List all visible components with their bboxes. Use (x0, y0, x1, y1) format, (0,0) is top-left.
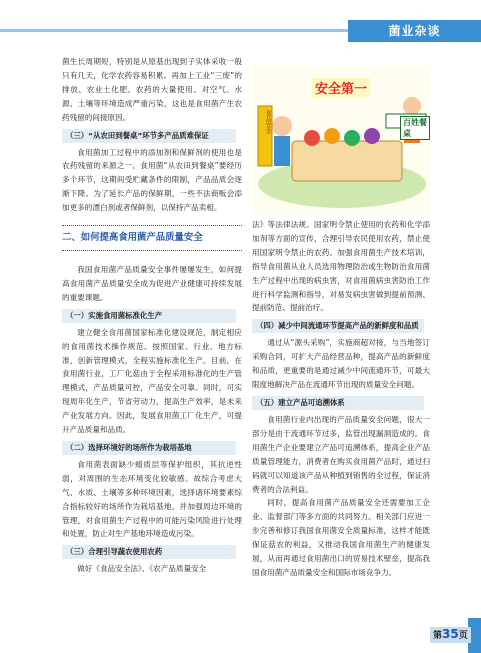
right-column (252, 218, 430, 580)
subheading: （五）建立产品可追溯体系 (252, 396, 424, 410)
subheading: （三）合理引导蔬农使用农药 (62, 545, 236, 559)
paragraph: 法》等法律法规、国家明令禁止使用的农药和化学添加剂等方面的宣传，合理引导农民使用农药，禁止使用国家明令禁止的农药。加强食用菌生产技术培训，指导食用菌从业人员选用物理防治或生物防治食用菌生产过程中出现的病虫害，对食用菌病虫害防治工作进行科学监测和指导，对易发病虫害做到提前预测、提前防范、提前治疗。 (252, 220, 430, 313)
header-stripe (0, 29, 348, 32)
page-number (430, 627, 471, 643)
banner-label: 安全第一 (312, 78, 370, 97)
sign-label: 百姓餐桌 (400, 116, 430, 140)
subheading: （三）“从农田到餐桌”环节多产品质难保证 (62, 129, 236, 143)
paragraph: 通过从“源头采购”，实施商超对接，与当地签订采购合同，可扩大产品经营品种，提高产品的新鲜度和品质，更重要的是通过减少中间流通环节，可最大限度地解决产品在流通环节出现的质量安全问题。 (252, 338, 430, 390)
page-num: 35 (442, 627, 459, 641)
paragraph: 食用菌行业内出现的产品质量安全问题，很大一部分是由于流通环节过多，监管出现漏洞造成的。食用菌生产企业要建立产品可追溯体系，提高企业产品质量管理能力，消费者在购买食用菌产品时，通过扫码就可以知道该产品从种植到销售的全过程，保证消费者的合法利益。 (252, 414, 430, 494)
side-text: 食品安全 (264, 110, 271, 134)
paragraph: 同时，提高食用菌产品质量安全还需要加工企业、监督部门等多方面的共同努力。相关部门应进一步完善和修订我国食用菌安全质量标准，这样才能既保证菇农的利益，又推动我国食用菌生产的健康发展，从而再通过食用菌出口的贸易技术壁垒，提高我国食用菌产品质量安全和国际市场竞争力。 (252, 498, 430, 577)
section-heading: 二、如何提高食用菌产品质量安全 (62, 225, 242, 251)
paragraph: 做好《食品安全法》、《农产品质量安全 (77, 564, 207, 574)
subheading: （四）减少中间流通环节提高产品的新鲜度和品质 (252, 319, 424, 333)
subheading: （二）选择环境好的场所作为栽培基地 (62, 441, 236, 455)
paragraph: 建立健全食用菌国家标准化建设规范，制定相应的食用菌技术操作规范。按照国家、行业、地方标准，创新管理模式，全程实施标准化生产。目前，在食用菌行业，工厂化菇由于全程采用标准化的生产管理模式，产品质量可控，产品安全可靠。同时，可实现周年化生产，节省劳动力，提高生产效率，是未来产业发展方向。因此，发展食用菌工厂化生产，可提升产品质量和品质。 (62, 327, 242, 435)
subheading: （一）实施食用菌标准化生产 (62, 309, 236, 323)
paragraph: 菌生长周期短，特别是从原基出现到子实体采收一般只有几天，化学农药容易积累。再加上工业“三废”的排放、农业土化肥、农药的大量使用、对空气、水源、土壤等环境造成严重污染，这也是食用菌产生农药残留的间接原因。 (62, 57, 242, 122)
food-safety-illustration (252, 66, 430, 216)
left-column (62, 55, 242, 576)
page-prefix: 第 (433, 631, 443, 641)
column-tab: 菌业杂谈 (348, 20, 481, 42)
paragraph: 我国食用菌产品质量安全事件屡屡发生，如何提高食用菌产品质量安全成为促进产业健康可持续发展的重要课题。 (62, 264, 242, 302)
paragraph: 食用菌加工过程中的添加剂和保鲜剂的使用也是农药残留的来源之一。食用菌“从农田到餐桌”要经历多个环节，这期间受贮藏条件的限制，产品品质会逐渐下降。为了延长产品的保鲜期，一些不法商贩会添加更多的漂白剂或者保鲜剂，以保持产品卖相。 (62, 147, 242, 213)
page-suffix: 页 (458, 631, 468, 641)
header-band (0, 20, 481, 42)
paragraph: 食用菌表面缺少蜡质层等保护组织，其抗逆性弱，对周围的生态环境变化较敏感。故综合考虑大气、水质、土壤等多种环境因素，选择诸环境要素综合指标较好的场所作为栽培基地。并加强周边环境的管理，对食用菌生产过程中的可能污染风险进行处理和处置，防止对生产基地环境造成污染。 (62, 459, 242, 539)
